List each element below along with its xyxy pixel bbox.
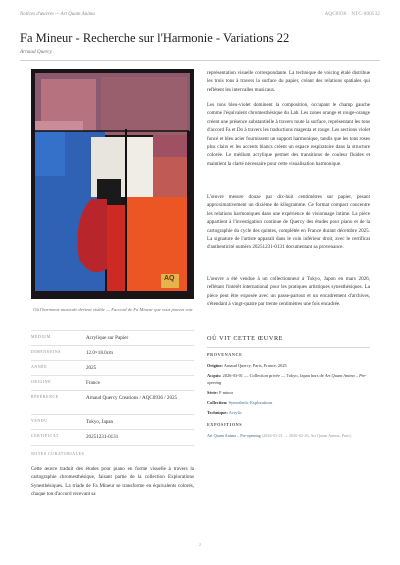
provenance-section-title: OÙ VIT CETTE ŒUVRE [207,335,284,342]
notes-text: Cette œuvre traduit des études pour piano en forme visuelle à travers la cartographie chromesthésique, faisant partie de la collection Explorations Synesthésiques. La triade de Fa Mineur se transforme en équivalents colorés, chaque ton d'accord recevant sa [31,466,194,498]
spec-value: Arnaud Quercy Creations / AQC0936 / 2025 [86,395,178,401]
technique-link[interactable]: Acrylic [228,410,242,415]
provenance-serie [207,389,370,396]
page-title: Fa Mineur - Recherche sur l'Harmonie - Variations 22 [20,31,290,45]
artwork-caption: Où l'harmonie musicale devient visible — Faccord de Fa Mineur que vous pouvez voir [33,307,193,312]
spec-label: ORIGINE [31,380,52,384]
spec-row [31,345,194,361]
spec-value: Acrylique sur Papier [86,335,129,341]
spec-label: RÉFÉRENCE [31,395,59,399]
exhibition-item [207,432,370,439]
provenance-collection [207,399,370,406]
spec-value: Tokyo, Japan [86,419,114,425]
spec-row [31,375,194,391]
spec-row [31,390,194,415]
provenance-technique [207,409,370,416]
spec-label: MÉDIUM [31,335,51,339]
exhibition-link[interactable]: Art Quam Anima – Pre-opening [207,433,261,438]
collection-label: Collection: [207,400,228,405]
exhibition-detail: (2026-01-21 → 2026-02-26, Art Quam Anima, Paris) [261,433,352,438]
technique-label: Technique: [207,410,228,415]
artist-name: Arnaud Quercy [20,49,52,55]
spec-label: CERTIFICAT [31,434,59,438]
spec-label: DIMENSIONS [31,350,61,354]
exhibitions-heading: EXPOSITIONS [207,422,243,427]
body-paragraph: L'œuvre mesure douze par dix-huit centimètres sur papier, pesant approximativement un dixième de kilogramme. Ce format compact concentre les relations harmoniques dans une expérience de visionnage intime. La pièce appartient à l'investigation continue de Quercy des études pour piano et de la cartographie du cycle des quintes, complétée en France durant décembre 2025. La signature de l'artiste apparaît dans le coin inférieur droit, avec le certificat d'authenticité numéro 20251231-0131 documentant sa provenance. [207,194,370,251]
spec-value: France [86,380,100,386]
origin-value: Arnaud Quercy, Paris, France, 2025 [223,363,287,368]
artist-signature: AQ [164,275,175,282]
page-header [20,12,380,22]
spec-row [31,330,194,346]
breadcrumb[interactable]: Notices d'œuvres — Art Quam Anima [20,12,95,17]
spec-value: 20251231-0131 [86,434,119,440]
spec-value: 12.0×18.0cm [86,350,113,356]
acquis-value: 2026-03-01 — Collection privée — Tokyo, Japan hors de [222,373,324,378]
notes-heading: NOTES CURATORIALES [31,452,85,456]
acquis-link[interactable]: Art Quam Anima – Pre-opening [207,373,367,386]
provenance-origin [207,362,370,369]
body-paragraph: Les tons bleu-violet dominent la composition, occupant le champ gauche comme l'équivalent chromesthésique du Lab. Les zones orange et rouge-orange créent une présence substantielle à travers toute la surface, représentant les tons d'accord Fa et Do à travers les traductions magenta et rouge. Les sections violet foncé et bleu acier fournissent un support harmonique, tandis que les tons roses plus clairs et les accents blancs créent un espace respiratoire dans la structure colorée. Le médium acrylique permet des transitions de couleur fluides et maintient la clarté nécessaire pour cette visualisation harmonique. [207,102,370,167]
spec-label: ANNÉE [31,365,48,369]
spec-row [31,360,194,376]
body-paragraph: L'œuvre a été vendue à un collectionneur à Tokyo, Japon en mars 2026, reflétant l'intérêt international pour les pratiques artistiques synesthésiques. La pièce peut être exposée avec un passe-partout et un encadrement d'archives, s'étendant à vingt-quatre par trente centimètres une fois encadrée. [207,276,370,308]
spec-row [31,429,194,446]
header-divider [20,60,380,61]
spec-label: VENDU [31,419,48,423]
provenance-acquis [207,372,370,386]
provenance-divider [207,347,370,348]
origin-label: Origine: [207,363,223,368]
acquis-label: Acquis: [207,373,222,378]
spec-row [31,414,194,430]
serie-label: Série: [207,390,218,395]
body-paragraph: représentation visuelle correspondante. La technique de voicing étalé distribue les trois tons à travers la surface du papier, créant des relations spatiales qui reflètent les intervalles musicaux. [207,70,370,93]
reference-code: AQC0936 · NTC-000532 [324,12,380,17]
collection-link[interactable]: Synesthetic Explorations [228,400,273,405]
page-number: 2 [198,542,202,547]
serie-value: F minor [219,390,234,395]
provenance-heading: PROVENANCE [207,352,243,357]
artwork-image [31,69,194,299]
spec-value: 2025 [86,365,97,371]
